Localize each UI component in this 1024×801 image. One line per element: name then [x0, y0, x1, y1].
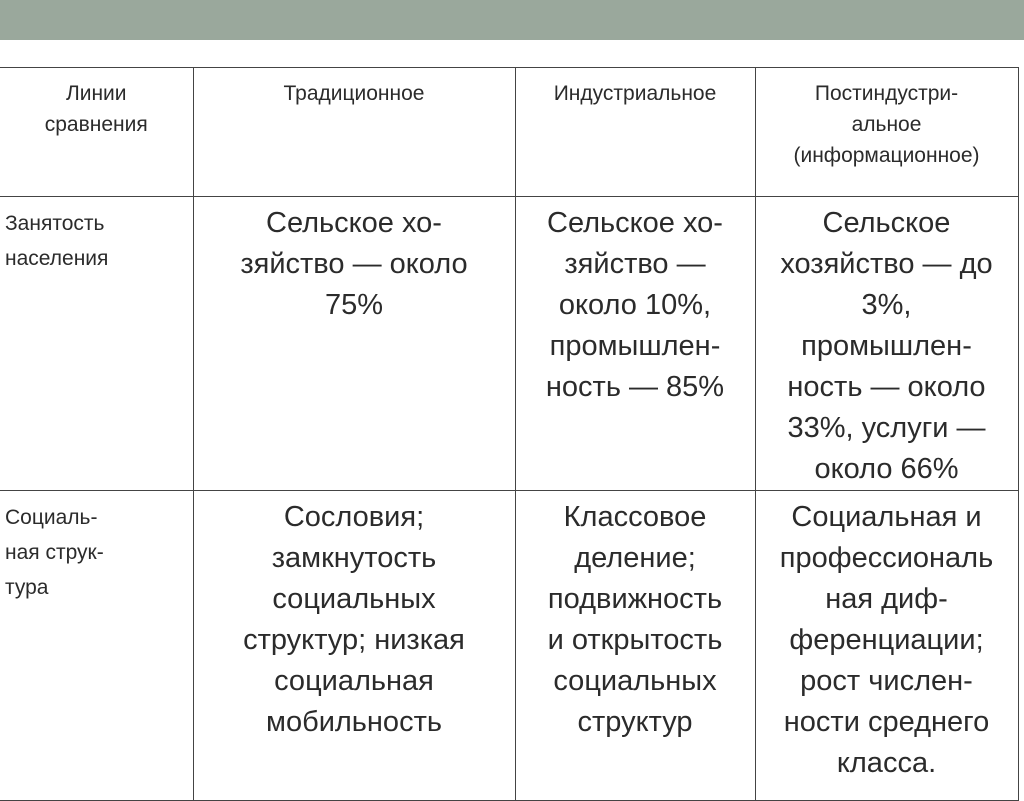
header-traditional: Традиционное [193, 68, 515, 197]
cell-social-postindustrial: Социальная и профессиональ ная диф- ференциации; рост числен- ности среднего класса. [755, 491, 1018, 801]
comparison-table [0, 67, 1019, 801]
table-row-employment [0, 197, 1018, 491]
header-postindustrial: Постиндустри- альное (информационное) [755, 68, 1018, 197]
cell-social-industrial: Классовое деление; подвижность и открытость социальных структур [515, 491, 755, 801]
cell-employment-traditional: Сельское хо- зяйство — около 75% [193, 197, 515, 491]
header-industrial: Индустриальное [515, 68, 755, 197]
slide-top-band [0, 0, 1024, 40]
row-label-social-structure: Социаль- ная струк- тура [0, 491, 193, 801]
cell-social-traditional: Сословия; замкнутость социальных структур; низкая социальная мобильность [193, 491, 515, 801]
cell-employment-postindustrial: Сельское хозяйство — до 3%, промышлен- ность — около 33%, услуги — около 66% [755, 197, 1018, 491]
header-comparison-lines: Линии сравнения [0, 68, 193, 197]
row-label-employment: Занятость населения [0, 197, 193, 491]
cell-employment-industrial: Сельское хо- зяйство — около 10%, промышлен- ность — 85% [515, 197, 755, 491]
table-row-social-structure [0, 491, 1018, 801]
table-header-row [0, 68, 1018, 197]
